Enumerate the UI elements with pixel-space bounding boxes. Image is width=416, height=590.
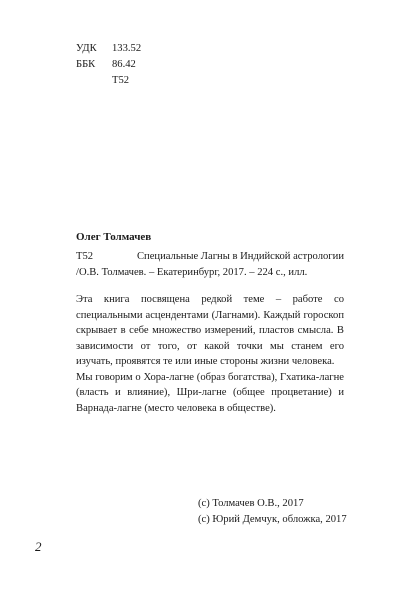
bbk-row [76, 57, 141, 73]
biblio-rest: /О.В. Толмачев. – Екатеринбург, 2017. – 224 с., илл. [76, 266, 308, 278]
biblio-mark: Т52 [76, 251, 94, 262]
copyright-line-2: (c) Юрий Демчук, обложка, 2017 [198, 514, 347, 525]
bbk-value: 86.42 [112, 59, 136, 70]
bbk-label: ББК [76, 59, 96, 70]
page-number: 2 [35, 539, 42, 554]
classification-block [76, 41, 141, 89]
abstract-paragraph-2: Мы говорим о Хора-лагне (образ богатства), Гхатика-лагне (власть и влияние), Шри-лагне (общее процветание) и Варнада-лагне (место человека в обществе). [76, 371, 344, 414]
author-mark: Т52 [112, 75, 130, 86]
biblio-title: Специальные Лагны в Индийской астрологии [136, 251, 344, 262]
author-mark-row [76, 73, 141, 89]
copyright-block [198, 496, 347, 528]
udk-label: УДК [76, 43, 97, 54]
author-name: Олег Толмачев [76, 231, 152, 243]
copyright-line-1: (c) Толмачев О.В., 2017 [198, 498, 304, 509]
abstract [76, 292, 344, 416]
bibliographic-description [76, 249, 344, 280]
udk-row [76, 41, 141, 57]
biblio-title-line [76, 249, 344, 265]
udk-value: 133.52 [112, 43, 142, 54]
abstract-paragraph-1: Эта книга посвящена редкой теме – работе со специальными асцендентами (Лагнами). Каждый гороскоп скрывает в себе множество измерений, пластов смысла. В зависимости от того, от какой точки мы станем его изучать, проявятся те или иные стороны жизни человека. [76, 294, 344, 367]
